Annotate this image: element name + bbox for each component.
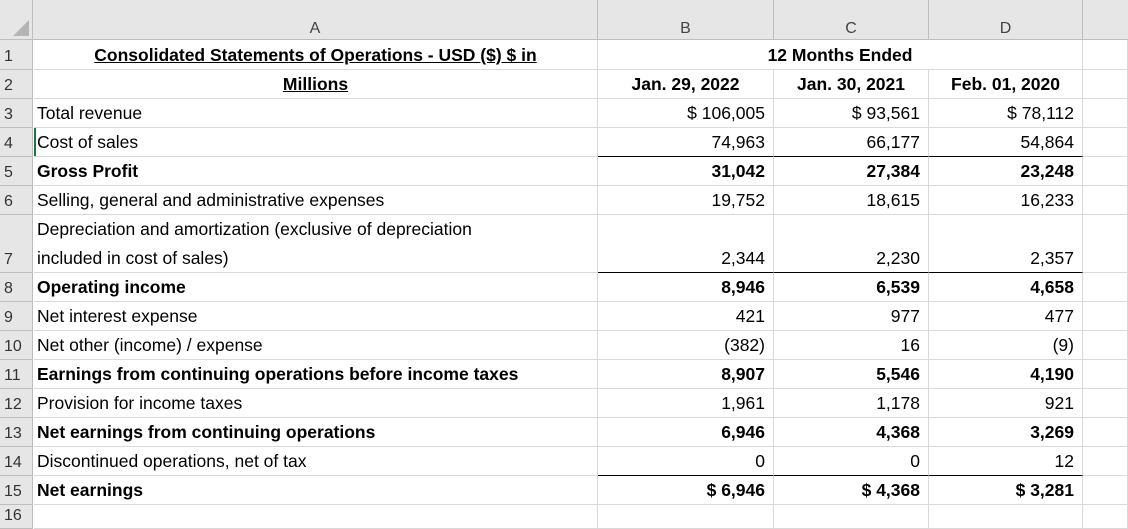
value-cell[interactable] (598, 157, 774, 186)
line-item-label[interactable] (34, 128, 598, 157)
cell-a16[interactable] (34, 505, 598, 529)
cell-value: 27,384 (866, 161, 920, 181)
statement-title-line2: Millions (282, 74, 349, 94)
cell-value: Net interest expense (37, 306, 198, 326)
row-header-5[interactable] (0, 157, 33, 186)
cell-value: 5,546 (876, 364, 920, 384)
value-cell[interactable] (929, 302, 1083, 331)
cell-value: (382) (724, 335, 765, 355)
row-number: 3 (4, 106, 13, 123)
cell-b16[interactable] (598, 505, 774, 529)
period-header-text: 12 Months Ended (767, 45, 913, 65)
value-cell[interactable] (774, 418, 929, 447)
cell-value: 3,269 (1030, 422, 1074, 442)
row-header-9[interactable] (0, 302, 33, 331)
row-number: 5 (4, 164, 13, 181)
column-header-e[interactable] (1083, 0, 1128, 40)
row-number: 16 (4, 507, 22, 524)
row-header-4[interactable] (0, 128, 33, 157)
empty-cell[interactable] (1083, 99, 1128, 128)
value-cell[interactable] (598, 215, 774, 273)
cell-value: $ 78,112 (1007, 103, 1074, 123)
empty-cell[interactable] (1083, 273, 1128, 302)
row-header-3[interactable] (0, 99, 33, 128)
value-cell[interactable] (929, 186, 1083, 215)
cell-value: Net earnings (37, 480, 143, 500)
cell-e2[interactable] (1083, 70, 1128, 99)
statement-title (34, 41, 597, 99)
cell-value: (9) (1052, 335, 1074, 355)
row-number: 12 (4, 396, 22, 413)
cell-value: Jan. 29, 2022 (631, 74, 740, 94)
value-cell[interactable] (929, 128, 1083, 157)
cell-value: 31,042 (711, 161, 765, 181)
cell-value: 0 (755, 451, 765, 471)
value-cell[interactable] (929, 447, 1083, 476)
value-cell[interactable] (774, 186, 929, 215)
value-cell[interactable] (929, 476, 1083, 505)
cell-value: 8,907 (721, 364, 765, 384)
cell-value: Net earnings from continuing operations (37, 422, 376, 442)
cell-c16[interactable] (774, 505, 929, 529)
cell-value: 421 (735, 306, 765, 326)
value-cell[interactable] (598, 389, 774, 418)
line-item-label[interactable] (34, 273, 598, 302)
line-item-label[interactable] (34, 418, 598, 447)
value-cell[interactable] (598, 418, 774, 447)
row-number: 1 (4, 48, 13, 65)
cell-value: Provision for income taxes (37, 393, 243, 413)
empty-cell[interactable] (1083, 157, 1128, 186)
value-cell[interactable] (774, 360, 929, 389)
column-header-b[interactable]: B (598, 0, 774, 40)
row-header-14[interactable] (0, 447, 33, 476)
cell-value: Net other (income) / expense (37, 335, 263, 355)
cell-d16[interactable] (929, 505, 1083, 529)
value-cell[interactable] (774, 476, 929, 505)
line-item-label[interactable] (34, 215, 598, 273)
cell-e16[interactable] (1083, 505, 1128, 529)
date-header-1[interactable] (598, 70, 774, 99)
line-item-label[interactable] (34, 331, 598, 360)
value-cell[interactable] (929, 418, 1083, 447)
cell-value: 2,344 (721, 248, 765, 268)
cell-value: Operating income (37, 277, 186, 297)
cell-value: 18,615 (866, 190, 920, 210)
value-cell[interactable] (598, 273, 774, 302)
row-header-10[interactable] (0, 331, 33, 360)
value-cell[interactable] (774, 302, 929, 331)
cell-value: 74,963 (711, 132, 765, 152)
cell-value: $ 4,368 (861, 480, 920, 500)
cell-value: Discontinued operations, net of tax (37, 451, 307, 471)
cell-value: $ 6,946 (706, 480, 765, 500)
select-all-corner[interactable] (0, 0, 33, 40)
cell-value: 23,248 (1020, 161, 1074, 181)
cell-value: included in cost of sales) (37, 248, 229, 268)
cell-value: 8,946 (721, 277, 765, 297)
row-header-11[interactable] (0, 360, 33, 389)
value-cell[interactable] (598, 476, 774, 505)
value-cell[interactable] (598, 360, 774, 389)
value-cell[interactable] (774, 389, 929, 418)
cell-value: 16,233 (1020, 190, 1074, 210)
column-header-c[interactable]: C (774, 0, 929, 40)
line-item-label[interactable] (34, 447, 598, 476)
empty-cell[interactable] (1083, 476, 1128, 505)
active-cell-indicator (34, 128, 36, 156)
date-header-2[interactable] (774, 70, 929, 99)
cell-value: 2,357 (1030, 248, 1074, 268)
cell-value: 12 (1054, 451, 1074, 471)
value-cell[interactable] (598, 99, 774, 128)
value-cell[interactable] (929, 99, 1083, 128)
row-number: 15 (4, 483, 22, 500)
row-header-1[interactable] (0, 40, 33, 70)
cell-value: 0 (910, 451, 920, 471)
row-number: 11 (4, 367, 21, 384)
value-cell[interactable] (929, 331, 1083, 360)
cell-value: 54,864 (1020, 132, 1074, 152)
empty-cell[interactable] (1083, 215, 1128, 273)
cell-value: $ 106,005 (687, 103, 765, 123)
cell-value: $ 3,281 (1015, 480, 1074, 500)
empty-cell[interactable] (1083, 360, 1128, 389)
row-number: 4 (4, 135, 13, 152)
cell-value: 1,961 (721, 393, 765, 413)
row-number: 2 (4, 77, 13, 94)
cell-value: Selling, general and administrative expenses (37, 190, 385, 210)
cell-value: 4,368 (876, 422, 920, 442)
value-cell[interactable] (598, 128, 774, 157)
value-cell[interactable] (929, 360, 1083, 389)
line-item-label[interactable] (34, 476, 598, 505)
row-number: 8 (4, 280, 13, 297)
row-header-6[interactable] (0, 186, 33, 215)
value-cell[interactable] (598, 447, 774, 476)
cell-value: Jan. 30, 2021 (797, 74, 905, 94)
value-cell[interactable] (598, 302, 774, 331)
line-item-label[interactable] (34, 389, 598, 418)
cell-value: 16 (900, 335, 920, 355)
line-item-label[interactable] (34, 360, 598, 389)
value-cell[interactable] (774, 331, 929, 360)
cell-value: Cost of sales (37, 132, 139, 152)
line-item-label[interactable] (34, 302, 598, 331)
empty-cell[interactable] (1083, 389, 1128, 418)
cell-value: Feb. 01, 2020 (951, 74, 1060, 94)
empty-cell[interactable] (1083, 418, 1128, 447)
period-header[interactable] (598, 40, 1083, 70)
value-cell[interactable] (929, 215, 1083, 273)
value-cell[interactable] (774, 157, 929, 186)
row-header-13[interactable] (0, 418, 33, 447)
row-number: 7 (4, 251, 13, 268)
line-item-label[interactable] (34, 186, 598, 215)
cell-value: 2,230 (876, 248, 920, 268)
empty-cell[interactable] (1083, 447, 1128, 476)
cell-value: 977 (890, 306, 920, 326)
cell-value: 921 (1044, 393, 1074, 413)
cell-value: Earnings from continuing operations before income taxes (37, 364, 519, 384)
row-header-2[interactable] (0, 70, 33, 99)
row-header-12[interactable] (0, 389, 33, 418)
row-number: 14 (4, 454, 22, 471)
cell-value: 6,539 (876, 277, 920, 297)
empty-cell[interactable] (1083, 331, 1128, 360)
cell-value: $ 93,561 (851, 103, 920, 123)
cell-value: 1,178 (876, 393, 920, 413)
row-number: 10 (4, 338, 22, 355)
cell-value: 6,946 (721, 422, 765, 442)
empty-cell[interactable] (1083, 186, 1128, 215)
value-cell[interactable] (774, 273, 929, 302)
line-item-label[interactable] (34, 157, 598, 186)
select-all-triangle-icon (13, 20, 29, 36)
line-item-label-line1: Depreciation and amortization (exclusive of depreciation (37, 219, 472, 239)
value-cell[interactable] (929, 157, 1083, 186)
empty-cell[interactable] (1083, 128, 1128, 157)
cell-value: 66,177 (866, 132, 920, 152)
row-number: 9 (4, 309, 13, 326)
value-cell[interactable] (929, 273, 1083, 302)
cell-value: Total revenue (37, 103, 143, 123)
cell-value: 4,658 (1030, 277, 1074, 297)
column-header-d[interactable]: D (929, 0, 1083, 40)
value-cell[interactable] (774, 99, 929, 128)
row-header-15[interactable] (0, 476, 33, 505)
value-cell[interactable] (774, 447, 929, 476)
cell-value: 4,190 (1030, 364, 1074, 384)
row-number: 13 (4, 425, 22, 442)
column-header-a[interactable]: A (33, 0, 598, 40)
value-cell[interactable] (774, 215, 929, 273)
empty-cell[interactable] (1083, 302, 1128, 331)
value-cell[interactable] (774, 128, 929, 157)
row-number: 6 (4, 193, 13, 210)
statement-title-line1: Consolidated Statements of Operations - USD ($) $ in (94, 45, 537, 65)
value-cell[interactable] (598, 186, 774, 215)
value-cell[interactable] (929, 389, 1083, 418)
row-header-8[interactable] (0, 273, 33, 302)
cell-value: Gross Profit (37, 161, 139, 181)
cell-value: 477 (1044, 306, 1074, 326)
row-header-7[interactable] (0, 215, 33, 273)
cell-e1[interactable] (1083, 40, 1128, 70)
line-item-label[interactable] (34, 99, 598, 128)
cell-value: 19,752 (711, 190, 765, 210)
row-header-16[interactable] (0, 505, 33, 529)
value-cell[interactable] (598, 331, 774, 360)
date-header-3[interactable] (929, 70, 1083, 99)
